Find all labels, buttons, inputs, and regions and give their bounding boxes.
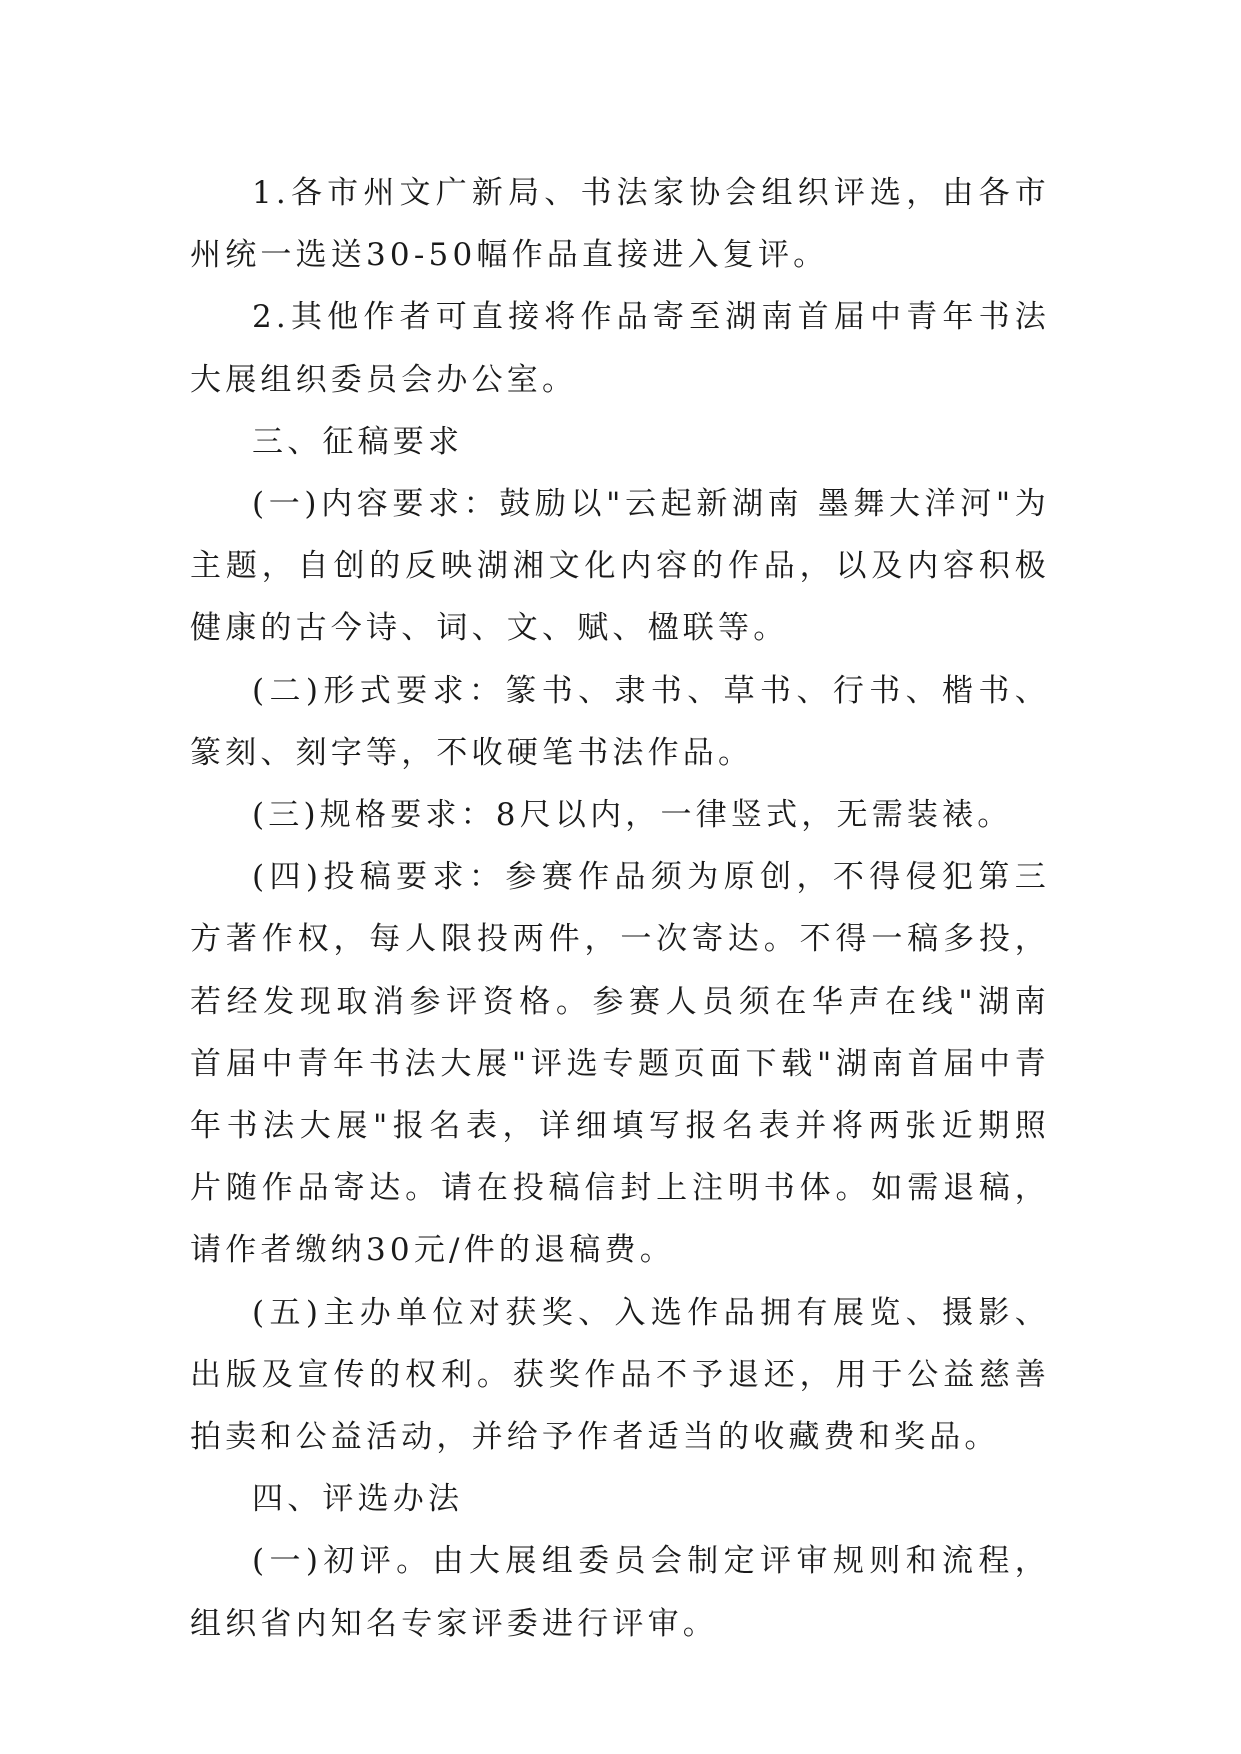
paragraph-content-requirements: (一)内容要求：鼓励以"云起新湖南 墨舞大洋河"为主题，自创的反映湖湘文化内容的作品，以及内容积极健康的古今诗、词、文、赋、楹联等。 [190, 486, 1050, 647]
paragraph-size-requirements: (三)规格要求：8尺以内，一律竖式，无需装裱。 [252, 797, 1013, 834]
paragraph-form-requirements: (二)形式要求：篆书、隶书、草书、行书、楷书、篆刻、刻字等，不收硬笔书法作品。 [190, 672, 1050, 771]
section-heading-submission-requirements: 三、征稿要求 [252, 423, 464, 460]
paragraph-submission-requirements: (四)投稿要求：参赛作品须为原创，不得侵犯第三方著作权，每人限投两件，一次寄达。不得一稿多投，若经发现取消参评资格。参赛人员须在华声在线"湖南首届中青年书法大展"评选专题页面下载"湖南首届中青年书法大展"报名表，详细填写报名表并将两张近期照片随作品寄达。请在投稿信封上注明书体。如需退稿，请作者缴纳30元/件的退稿费。 [190, 859, 1050, 1269]
paragraph-rights: (五)主办单位对获奖、入选作品拥有展览、摄影、出版及宣传的权利。获奖作品不予退还，用于公益慈善拍卖和公益活动，并给予作者适当的收藏费和奖品。 [190, 1294, 1050, 1456]
paragraph-item-1-city-selection: 1.各市州文广新局、书法家协会组织评选，由各市州统一选送30-50幅作品直接进入复评。 [190, 175, 1050, 274]
paragraph-item-2-direct-submission: 2.其他作者可直接将作品寄至湖南首届中青年书法大展组织委员会办公室。 [190, 299, 1050, 398]
document-body [190, 162, 1050, 1655]
section-heading-evaluation-method: 四、评选办法 [252, 1481, 464, 1518]
paragraph-preliminary-review: (一)初评。由大展组委员会制定评审规则和流程，组织省内知名专家评委进行评审。 [190, 1543, 1050, 1642]
